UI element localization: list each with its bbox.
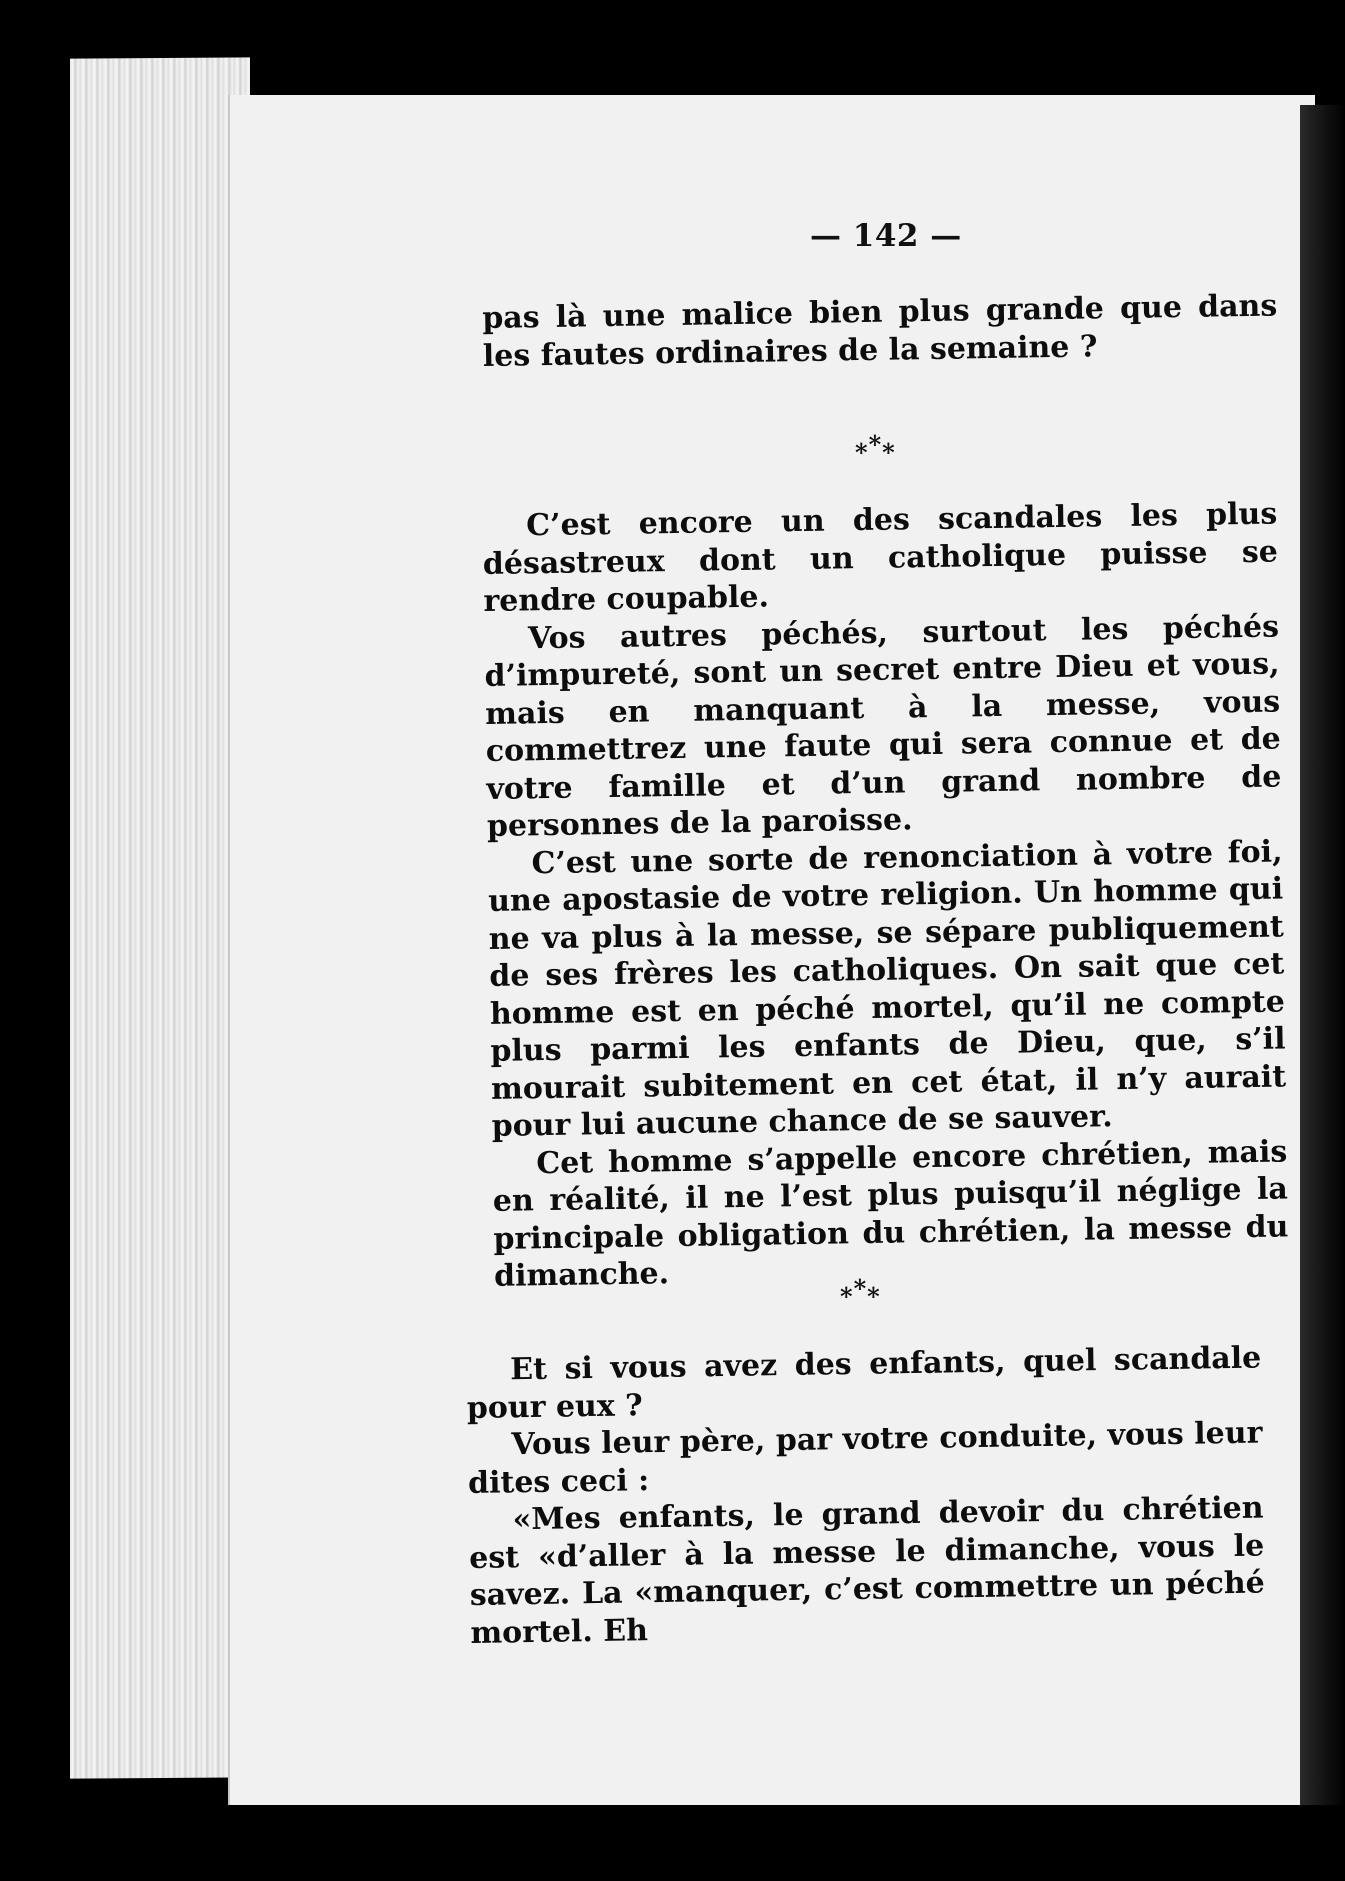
paragraph: Vos autres péchés, surtout les péchés d’impureté, sont un secret entre Dieu et vous, mais en manquant à la messe, vous commettrez une faute qui sera connue et de votre famille et d’un grand nombre de personnes de la paroisse. xyxy=(484,608,1282,844)
text-block-3 xyxy=(466,1340,1266,1652)
page-number: — 142 — xyxy=(810,218,962,254)
paragraph: Cet homme s’appelle encore chrétien, mais en réalité, il ne l’est plus puisqu’il néglige la principale obligation du chrétien, la messe du dimanche. xyxy=(492,1133,1289,1294)
asterism-1 xyxy=(855,430,896,467)
text-block-2 xyxy=(482,496,1289,1296)
paragraph: «Mes enfants, le grand devoir du chrétien est «d’aller à la messe le dimanche, vous le savez. La «manquer, c’est commettre un péché mortel. Eh xyxy=(468,1490,1266,1651)
asterism-star: * xyxy=(882,438,896,467)
asterism-2 xyxy=(840,1274,881,1311)
binding-shadow xyxy=(1300,105,1345,1805)
paragraph: C’est encore un des scandales les plus désastreux dont un catholique puisse se rendre coupable. xyxy=(482,496,1279,619)
paragraph: C’est une sorte de renonciation à votre foi, une apostasie de votre religion. Un homme qui ne va plus à la messe, se sépare publiquement de ses frères les catholiques. On sait que cet homme est en péché mortel, qu’il ne compte plus parmi les enfants de Dieu, que, s’il mourait subitement en cet état, il n’y aurait pour lui aucune chance de se sauver. xyxy=(487,833,1287,1144)
asterism-star: * xyxy=(855,438,869,467)
asterism-star: * xyxy=(840,1282,854,1311)
paragraph: pas là une malice bien plus grande que dans les fautes ordinaires de la semaine ? xyxy=(482,288,1278,374)
text-block-1 xyxy=(482,288,1278,375)
asterism-star: * xyxy=(868,430,883,459)
asterism-star: * xyxy=(853,1274,868,1303)
paragraph: Et si vous avez des enfants, quel scandale pour eux ? xyxy=(466,1340,1262,1426)
page-stack-edges xyxy=(70,57,250,1778)
paragraph: Vous leur père, par votre conduite, vous leur dites ceci : xyxy=(467,1415,1263,1501)
asterism-star: * xyxy=(867,1282,881,1311)
